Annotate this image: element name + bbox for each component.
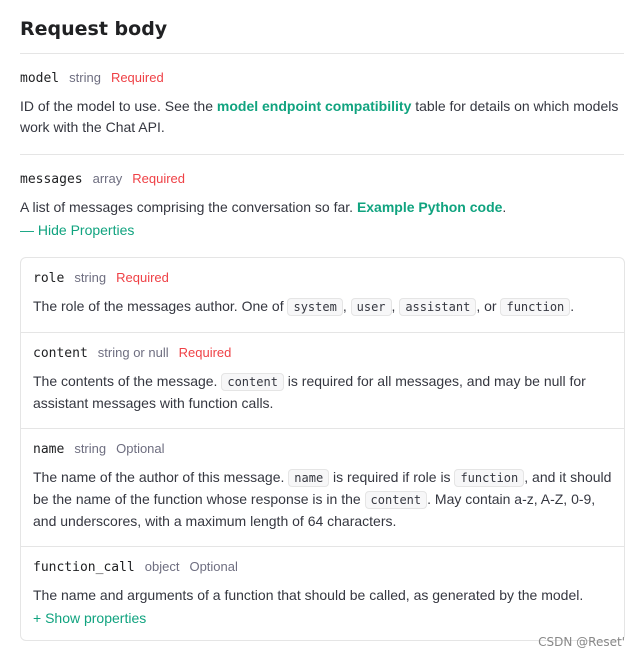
param-name: content bbox=[33, 346, 88, 361]
code-name: name bbox=[288, 469, 329, 487]
desc-text: A list of messages comprising the conversation so far. bbox=[20, 199, 357, 215]
code-content: content bbox=[221, 373, 284, 391]
param-description bbox=[20, 96, 624, 138]
prop-name bbox=[21, 429, 624, 547]
param-name: messages bbox=[20, 172, 83, 187]
param-type: string bbox=[74, 441, 107, 456]
desc-text: The contents of the message. bbox=[33, 373, 222, 389]
desc-text: The role of the messages author. One of bbox=[33, 298, 288, 314]
param-name: role bbox=[33, 271, 65, 286]
required-badge: Required bbox=[178, 345, 232, 360]
watermark: CSDN @Reset' bbox=[538, 635, 625, 649]
code-system: system bbox=[287, 298, 342, 316]
desc-text: , bbox=[391, 298, 400, 314]
param-type: string or null bbox=[97, 345, 169, 360]
param-name: function_call bbox=[33, 560, 135, 575]
desc-text: , and it should be the name of the function whose response is in the bbox=[33, 469, 612, 507]
desc-text: is required for all messages, and may be null for assistant messages with function calls. bbox=[33, 373, 586, 411]
example-python-link[interactable]: Example Python code bbox=[356, 199, 503, 215]
param-type: string bbox=[69, 70, 101, 85]
section-title: Request body bbox=[20, 0, 624, 54]
desc-text: The name of the author of this message. bbox=[33, 469, 289, 485]
prop-content bbox=[21, 333, 624, 429]
required-badge: Required bbox=[116, 270, 169, 285]
desc-text: . bbox=[570, 298, 575, 314]
param-description bbox=[33, 296, 612, 318]
param-type: array bbox=[92, 171, 123, 186]
desc-text: , or bbox=[476, 298, 501, 314]
desc-text: ID of the model to use. See the bbox=[20, 98, 217, 114]
param-description: The name and arguments of a function that should be called, as generated by the model. bbox=[33, 587, 584, 603]
code-assistant: assistant bbox=[399, 298, 476, 316]
prop-function-call bbox=[21, 547, 624, 640]
desc-text: table for details on which models work with the Chat API. bbox=[20, 98, 619, 135]
param-description bbox=[33, 467, 612, 532]
code-user: user bbox=[351, 298, 392, 316]
prop-role bbox=[21, 258, 624, 333]
desc-text: . May contain a-z, A-Z, 0-9, and underscores, with a maximum length of 64 characters. bbox=[33, 491, 596, 529]
param-name: name bbox=[33, 442, 65, 457]
code-function: function bbox=[454, 469, 524, 487]
optional-badge: Optional bbox=[189, 559, 238, 574]
show-properties-toggle[interactable]: + Show properties bbox=[33, 610, 147, 626]
optional-badge: Optional bbox=[116, 441, 165, 456]
required-badge: Required bbox=[132, 171, 186, 186]
param-description bbox=[33, 371, 612, 414]
param-type: string bbox=[74, 270, 107, 285]
desc-text: , bbox=[342, 298, 351, 314]
param-messages bbox=[20, 155, 624, 238]
param-name: model bbox=[20, 71, 60, 86]
messages-properties-panel bbox=[20, 257, 625, 641]
param-model bbox=[20, 54, 624, 155]
code-function: function bbox=[500, 298, 570, 316]
model-compat-link[interactable]: model endpoint compatibility bbox=[216, 98, 412, 114]
hide-properties-toggle[interactable]: — Hide Properties bbox=[20, 222, 135, 238]
param-description bbox=[20, 197, 624, 218]
required-badge: Required bbox=[110, 70, 164, 85]
desc-text: is required if role is bbox=[329, 469, 455, 485]
code-content: content bbox=[365, 491, 428, 509]
desc-text: . bbox=[502, 199, 507, 215]
param-type: object bbox=[144, 559, 180, 574]
